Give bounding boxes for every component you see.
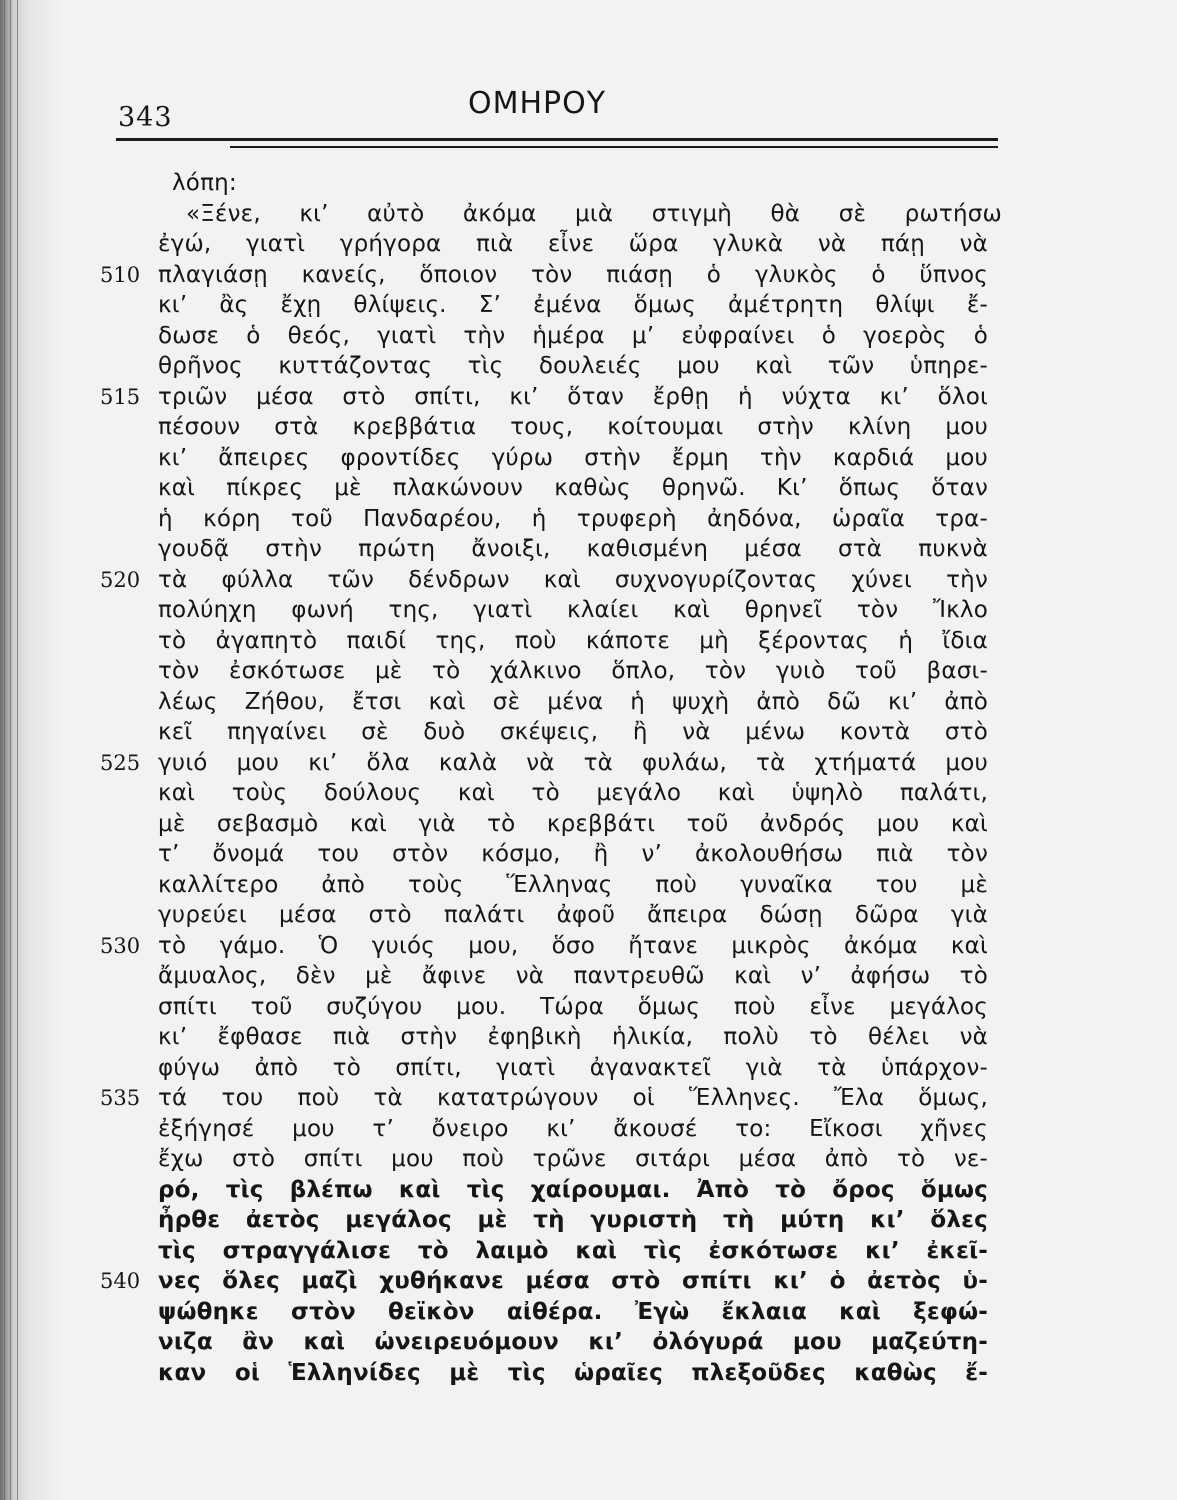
line-text: κεῖ πηγαίνει σὲ δυὸ σκέψεις, ἢ νὰ μένω κοντὰ στὸ	[158, 719, 988, 745]
header-rule	[116, 138, 998, 141]
header-rule-secondary	[230, 146, 998, 148]
text-line	[100, 717, 1000, 748]
text-line	[100, 382, 1000, 413]
text-line	[100, 534, 1000, 565]
line-text: τὸν ἐσκότωσε μὲ τὸ χάλκινο ὅπλο, τὸν γυιὸ τοῦ βασι-	[158, 658, 988, 684]
line-text: γουδᾷ στὴν πρώτη ἄνοιξι, καθισμένη μέσα στὰ πυκνὰ	[158, 536, 988, 562]
line-number: 530	[100, 933, 141, 958]
line-text: καὶ πίκρες μὲ πλακώνουν καθὼς θρηνῶ. Κι’ ὅπως ὅταν	[158, 475, 988, 501]
line-text: ἡ κόρη τοῦ Πανδαρέου, ἡ τρυφερὴ ἀηδόνα, ὡραῖα τρα-	[158, 505, 988, 532]
line-text: ἄμυαλος, δὲν μὲ ἄφινε νὰ παντρευθῶ καὶ ν’ ἀφήσω τὸ	[158, 963, 988, 989]
line-text: τ’ ὄνομά του στὸν κόσμο, ἢ ν’ ἀκολουθήσω πιὰ τὸν	[158, 841, 988, 867]
line-text: ψώθηκε στὸν θεϊκὸν αἰθέρα. Ἐγὼ ἔκλαια καὶ ξεφώ-	[158, 1298, 988, 1325]
text-line	[100, 443, 1000, 474]
line-text: θρῆνος κυττάζοντας τὶς δουλειές μου καὶ τῶν ὑπηρε-	[158, 353, 988, 379]
text-line	[100, 199, 1000, 230]
line-text: τριῶν μέσα στὸ σπίτι, κι’ ὅταν ἔρθῃ ἡ νύχτα κι’ ὅλοι	[158, 383, 988, 410]
line-number: 520	[100, 567, 141, 592]
text-line	[100, 168, 1000, 199]
line-number: 510	[100, 262, 141, 287]
line-text: πολύηχη φωνή της, γιατὶ κλαίει καὶ θρηνεῖ τὸν Ἴκλο	[158, 597, 988, 623]
page-edge-line	[10, 0, 11, 1500]
text-line	[100, 1022, 1000, 1053]
text-line	[100, 1083, 1000, 1114]
line-text: γυιό μου κι’ ὅλα καλὰ νὰ τὰ φυλάω, τὰ χτήματά μου	[158, 749, 988, 776]
text-line	[100, 290, 1000, 321]
text-line	[100, 1327, 1000, 1358]
line-text: ἦρθε ἀετὸς μεγάλος μὲ τὴ γυριστὴ τὴ μύτη κι’ ὅλες	[158, 1207, 988, 1233]
text-line	[100, 687, 1000, 718]
text-line	[100, 748, 1000, 779]
line-text: ἔχω στὸ σπίτι μου ποὺ τρῶνε σιτάρι μέσα ἀπὸ τὸ νε-	[158, 1146, 988, 1172]
line-text: τὸ ἀγαπητὸ παιδί της, ποὺ κάποτε μὴ ξέροντας ἡ ἴδια	[158, 627, 988, 654]
text-line	[100, 870, 1000, 901]
page-edge-line	[17, 0, 18, 1500]
text-line	[100, 1175, 1000, 1206]
running-title: ΟΜΗΡΟΥ	[468, 86, 607, 121]
line-text: πλαγιάσῃ κανείς, ὅποιον τὸν πιάσῃ ὁ γλυκὸς ὁ ὕπνος	[158, 261, 988, 288]
line-text: καλλίτερο ἀπὸ τοὺς Ἕλληνας ποὺ γυναῖκα του μὲ	[158, 871, 988, 898]
line-number: 515	[100, 384, 141, 409]
line-text: «Ξένε, κι’ αὐτὸ ἀκόμα μιὰ στιγμὴ θὰ σὲ ρωτήσω	[186, 200, 1002, 227]
line-text: κι’ ἔφθασε πιὰ στὴν ἐφηβικὴ ἡλικία, πολὺ τὸ θέλει νὰ	[158, 1024, 988, 1050]
text-line	[100, 351, 1000, 382]
text-line	[100, 900, 1000, 931]
text-line	[100, 321, 1000, 352]
text-line	[100, 931, 1000, 962]
line-text: ἐξήγησέ μου τ’ ὄνειρο κι’ ἄκουσέ το: Εἴκοσι χῆνες	[158, 1115, 988, 1142]
text-line	[100, 1358, 1000, 1389]
text-line	[100, 626, 1000, 657]
text-line	[100, 778, 1000, 809]
text-line	[100, 961, 1000, 992]
line-text: κι’ ἂς ἔχῃ θλίψεις. Σ’ ἐμένα ὅμως ἀμέτρητη θλίψι ἔ-	[158, 292, 988, 318]
line-text: φύγω ἀπὸ τὸ σπίτι, γιατὶ ἀγανακτεῖ γιὰ τὰ ὑπάρχον-	[158, 1054, 988, 1081]
line-text: λέως Ζήθου, ἔτσι καὶ σὲ μένα ἡ ψυχὴ ἀπὸ δῶ κι’ ἀπὸ	[158, 688, 988, 715]
line-text: νιζα ἂν καὶ ὠνειρευόμουν κι’ ὀλόγυρά μου μαζεύτη-	[158, 1329, 988, 1355]
text-line	[100, 839, 1000, 870]
text-line	[100, 412, 1000, 443]
text-line	[100, 656, 1000, 687]
line-text: καὶ τοὺς δούλους καὶ τὸ μεγάλο καὶ ὑψηλὸ παλάτι,	[158, 780, 988, 806]
text-line	[100, 1236, 1000, 1267]
page-edge-line	[4, 0, 5, 1500]
text-line	[100, 1144, 1000, 1175]
text-line	[100, 1205, 1000, 1236]
line-text: ἐγώ, γιατὶ γρήγορα πιὰ εἶνε ὥρα γλυκὰ νὰ πάῃ νὰ	[158, 231, 988, 257]
line-text: μὲ σεβασμὸ καὶ γιὰ τὸ κρεββάτι τοῦ ἀνδρός μου καὶ	[158, 810, 988, 837]
text-line	[100, 809, 1000, 840]
text-line	[100, 260, 1000, 291]
text-line	[100, 504, 1000, 535]
text-line	[100, 1053, 1000, 1084]
line-number: 525	[100, 750, 141, 775]
text-line	[100, 1114, 1000, 1145]
text-line	[100, 595, 1000, 626]
verse-text-block	[100, 168, 1000, 1388]
text-line	[100, 229, 1000, 260]
text-line	[100, 473, 1000, 504]
line-text: λόπη:	[172, 170, 237, 196]
line-text: τὶς στραγγάλισε τὸ λαιμὸ καὶ τὶς ἐσκότωσε κι’ ἐκεῖ-	[158, 1237, 988, 1264]
page-number: 343	[118, 102, 173, 133]
line-text: τὰ φύλλα τῶν δένδρων καὶ συχνογυρίζοντας χύνει τὴν	[158, 566, 988, 593]
line-text: γυρεύει μέσα στὸ παλάτι ἀφοῦ ἄπειρα δώσῃ δῶρα γιὰ	[158, 902, 988, 928]
line-text: ρό, τὶς βλέπω καὶ τὶς χαίρουμαι. Ἀπὸ τὸ ὄρος ὅμως	[158, 1176, 988, 1203]
line-text: νες ὅλες μαζὶ χυθήκανε μέσα στὸ σπίτι κι’ ὁ ἀετὸς ὑ-	[158, 1268, 988, 1294]
line-text: καν οἱ Ἑλληνίδες μὲ τὶς ὡραῖες πλεξοῦδες καθὼς ἔ-	[158, 1359, 988, 1386]
line-text: σπίτι τοῦ συζύγου μου. Τώρα ὅμως ποὺ εἶνε μεγάλος	[158, 993, 988, 1020]
line-text: τὸ γάμο. Ὁ γυιός μου, ὅσο ἤτανε μικρὸς ἀκόμα καὶ	[158, 932, 988, 959]
text-line	[100, 1297, 1000, 1328]
line-text: πέσουν στὰ κρεββάτια τους, κοίτουμαι στὴν κλίνη μου	[158, 414, 988, 440]
line-text: δωσε ὁ θεός, γιατὶ τὴν ἡμέρα μ’ εὐφραίνει ὁ γοερὸς ὁ	[158, 322, 988, 349]
line-number: 540	[100, 1269, 141, 1293]
line-number: 535	[100, 1086, 141, 1110]
text-line	[100, 565, 1000, 596]
line-text: τά του ποὺ τὰ κατατρώγουν οἱ Ἕλληνες. Ἔλα ὅμως,	[158, 1085, 988, 1111]
text-line	[100, 1266, 1000, 1297]
line-text: κι’ ἄπειρες φροντίδες γύρω στὴν ἔρμη τὴν καρδιά μου	[158, 444, 988, 471]
text-line	[100, 992, 1000, 1023]
